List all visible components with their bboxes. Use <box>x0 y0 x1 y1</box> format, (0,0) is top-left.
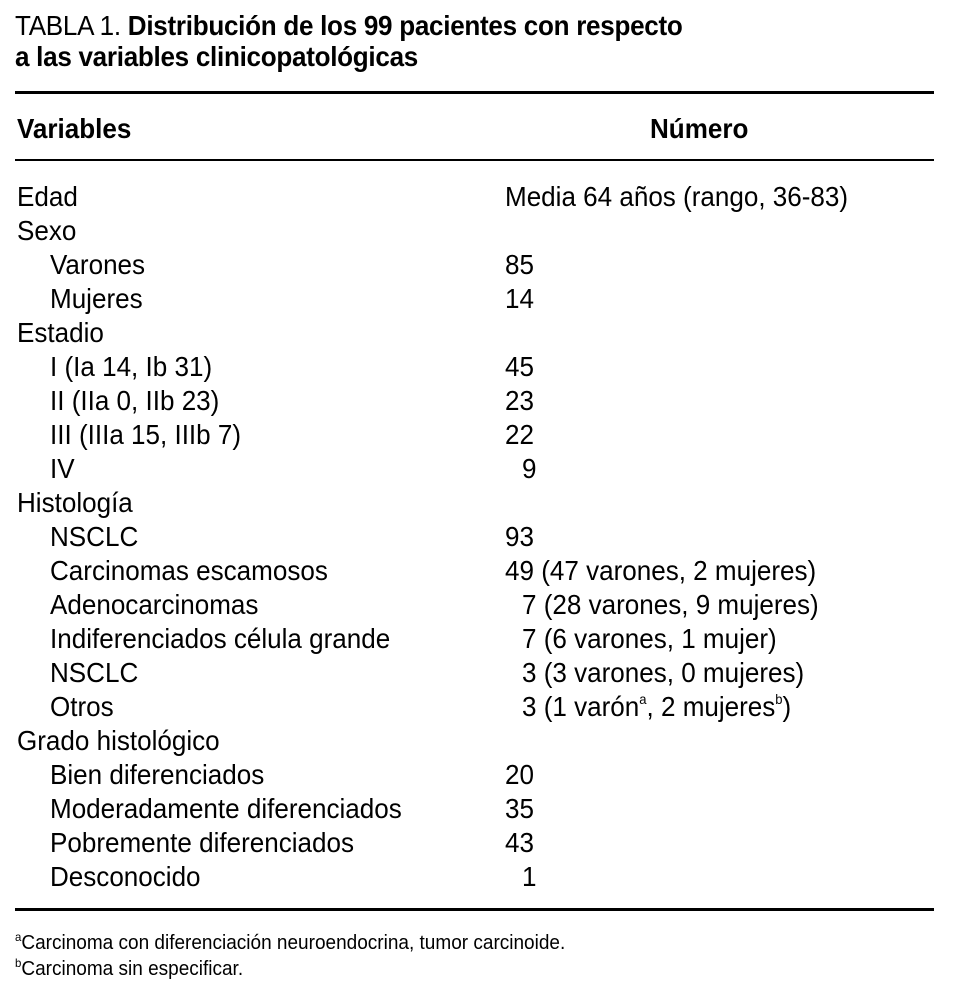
top-rule <box>15 91 934 94</box>
table-title-line2: a las variables clinicopatológicas <box>15 41 419 72</box>
row-label: Mujeres <box>50 283 143 314</box>
footnotes <box>15 930 935 982</box>
footnote-text: Carcinoma sin especificar. <box>21 958 244 980</box>
table-row <box>15 248 935 282</box>
footnote-mark: b <box>15 956 22 970</box>
row-value: 1 <box>522 861 537 892</box>
header-numero: Número <box>650 113 749 144</box>
row-value: 45 <box>505 351 534 382</box>
row-label: Edad <box>17 181 78 212</box>
table-row <box>15 418 935 452</box>
row-label: Grado histológico <box>17 725 220 756</box>
row-label: Estadio <box>17 317 104 348</box>
row-label: Histología <box>17 487 133 518</box>
table-row <box>15 622 935 656</box>
table-row <box>15 826 935 860</box>
table-row <box>15 554 935 588</box>
table-row <box>15 690 935 724</box>
row-label: Indiferenciados célula grande <box>50 623 391 654</box>
footnote-mark: a <box>639 691 647 707</box>
row-value: 35 <box>505 793 534 824</box>
table-title-line1: Distribución de los 99 pacientes con respecto <box>127 10 683 41</box>
row-value: 49 (47 varones, 2 mujeres) <box>505 555 817 586</box>
footnote-mark: b <box>775 691 783 707</box>
row-label: Bien diferenciados <box>50 759 265 790</box>
table-row <box>15 350 935 384</box>
row-value: 22 <box>505 419 534 450</box>
footnote-text: Carcinoma con diferenciación neuroendocrina, tumor carcinoide. <box>21 932 566 954</box>
row-label: NSCLC <box>50 521 139 552</box>
row-value-part: , 2 mujeres <box>646 691 776 722</box>
row-label: Pobremente diferenciados <box>50 827 354 858</box>
bottom-rule <box>15 908 934 911</box>
table-row <box>15 282 935 316</box>
row-value-part: ) <box>782 691 792 722</box>
row-value: 20 <box>505 759 534 790</box>
table-row <box>15 792 935 826</box>
row-value: 23 <box>505 385 534 416</box>
row-label: III (IIIa 15, IIIb 7) <box>50 419 242 450</box>
table-row <box>15 316 935 350</box>
row-value: 43 <box>505 827 534 858</box>
footnote-mark: a <box>15 930 22 944</box>
row-label: II (IIa 0, IIb 23) <box>50 385 220 416</box>
table-number: TABLA 1. <box>15 10 121 41</box>
header-variables: Variables <box>17 113 132 144</box>
table-row <box>15 452 935 486</box>
row-label: Adenocarcinomas <box>50 589 259 620</box>
table-body <box>15 180 935 894</box>
row-label: Otros <box>50 691 114 722</box>
table-row <box>15 656 935 690</box>
row-value: 9 <box>522 453 537 484</box>
row-value: 85 <box>505 249 534 280</box>
table-row <box>15 180 935 214</box>
table-title <box>15 10 871 72</box>
table-row <box>15 588 935 622</box>
row-value: 93 <box>505 521 534 552</box>
row-label: Moderadamente diferenciados <box>50 793 402 824</box>
table-row <box>15 520 935 554</box>
row-value <box>522 690 791 724</box>
row-value-part: 3 (1 varón <box>522 691 640 722</box>
row-value: Media 64 años (rango, 36-83) <box>505 181 849 212</box>
row-label: Desconocido <box>50 861 201 892</box>
table-row <box>15 724 935 758</box>
table-row <box>15 486 935 520</box>
row-value: 7 (6 varones, 1 mujer) <box>522 623 777 654</box>
row-label: Sexo <box>17 215 77 246</box>
row-label: NSCLC <box>50 657 139 688</box>
row-label: Carcinomas escamosos <box>50 555 328 586</box>
table-row <box>15 758 935 792</box>
table-row <box>15 860 935 894</box>
table-row <box>15 384 935 418</box>
row-value: 14 <box>505 283 534 314</box>
footnote <box>15 930 889 956</box>
table-row <box>15 214 935 248</box>
header-rule <box>15 159 934 161</box>
row-label: IV <box>50 453 75 484</box>
row-value: 3 (3 varones, 0 mujeres) <box>522 657 805 688</box>
row-value: 7 (28 varones, 9 mujeres) <box>522 589 819 620</box>
row-label: Varones <box>50 249 146 280</box>
footnote <box>15 956 889 982</box>
row-label: I (Ia 14, Ib 31) <box>50 351 213 382</box>
